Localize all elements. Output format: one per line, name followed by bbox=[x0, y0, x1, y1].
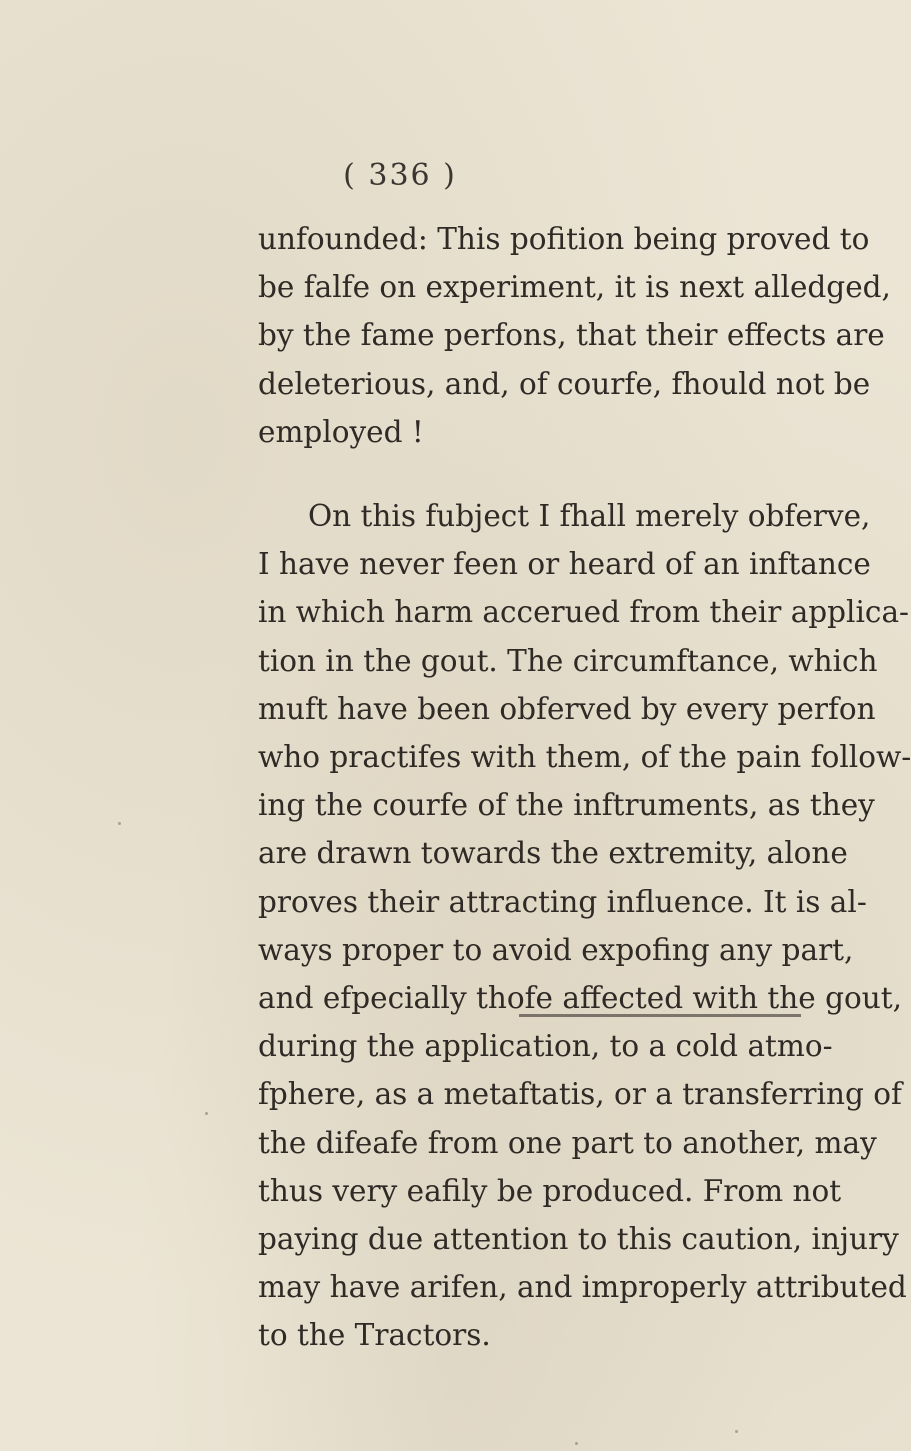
text-line: during the application, to a cold atmo- bbox=[258, 1029, 833, 1064]
text-line: I have never feen or heard of an inftance bbox=[258, 547, 871, 582]
text-line: ways proper to avoid expofing any part, bbox=[258, 932, 854, 967]
text-line: and efpecially thofe affected with the gout, bbox=[258, 981, 902, 1016]
paper-speck bbox=[575, 1442, 578, 1445]
text-line: to the Tractors. bbox=[258, 1318, 491, 1353]
text-line: ing the courfe of the inftruments, as they bbox=[258, 788, 875, 823]
paragraph-2 bbox=[258, 492, 911, 1360]
text-line: muft have been obferved by every perfon bbox=[258, 691, 876, 726]
text-line: the difeafe from one part to another, may bbox=[258, 1125, 877, 1160]
paragraph-1 bbox=[258, 215, 891, 456]
text-line: be falfe on experiment, it is next alledged, bbox=[258, 270, 891, 305]
text-line: paying due attention to this caution, injury bbox=[258, 1222, 899, 1257]
page-number: ( 336 ) bbox=[343, 158, 457, 193]
text-line: in which harm accerued from their applica- bbox=[258, 595, 910, 630]
text-line: employed ! bbox=[258, 414, 424, 449]
paper-speck bbox=[735, 1430, 738, 1433]
text-line: proves their attracting influence. It is al- bbox=[258, 884, 867, 919]
text-line: fphere, as a metaftatis, or a transferring of bbox=[258, 1077, 902, 1112]
body-text bbox=[258, 215, 911, 1360]
paper-speck bbox=[118, 822, 121, 825]
text-line: On this fubject I fhall merely obferve, bbox=[308, 499, 871, 534]
text-line: tion in the gout. The circumftance, which bbox=[258, 643, 878, 678]
text-line: are drawn towards the extremity, alone bbox=[258, 836, 848, 871]
paragraph-spacer bbox=[258, 456, 790, 492]
text-line: by the fame perfons, that their effects are bbox=[258, 318, 885, 353]
text-line: unfounded: This pofition being proved to bbox=[258, 222, 870, 256]
text-line: who practifes with them, of the pain follow- bbox=[258, 740, 911, 775]
text-line: deleterious, and, of courfe, fhould not be bbox=[258, 366, 871, 401]
text-line: may have arifen, and improperly attributed bbox=[258, 1270, 907, 1305]
paper-speck bbox=[205, 1112, 208, 1115]
text-line: thus very eafily be produced. From not bbox=[258, 1173, 842, 1208]
section-divider bbox=[519, 1014, 801, 1017]
